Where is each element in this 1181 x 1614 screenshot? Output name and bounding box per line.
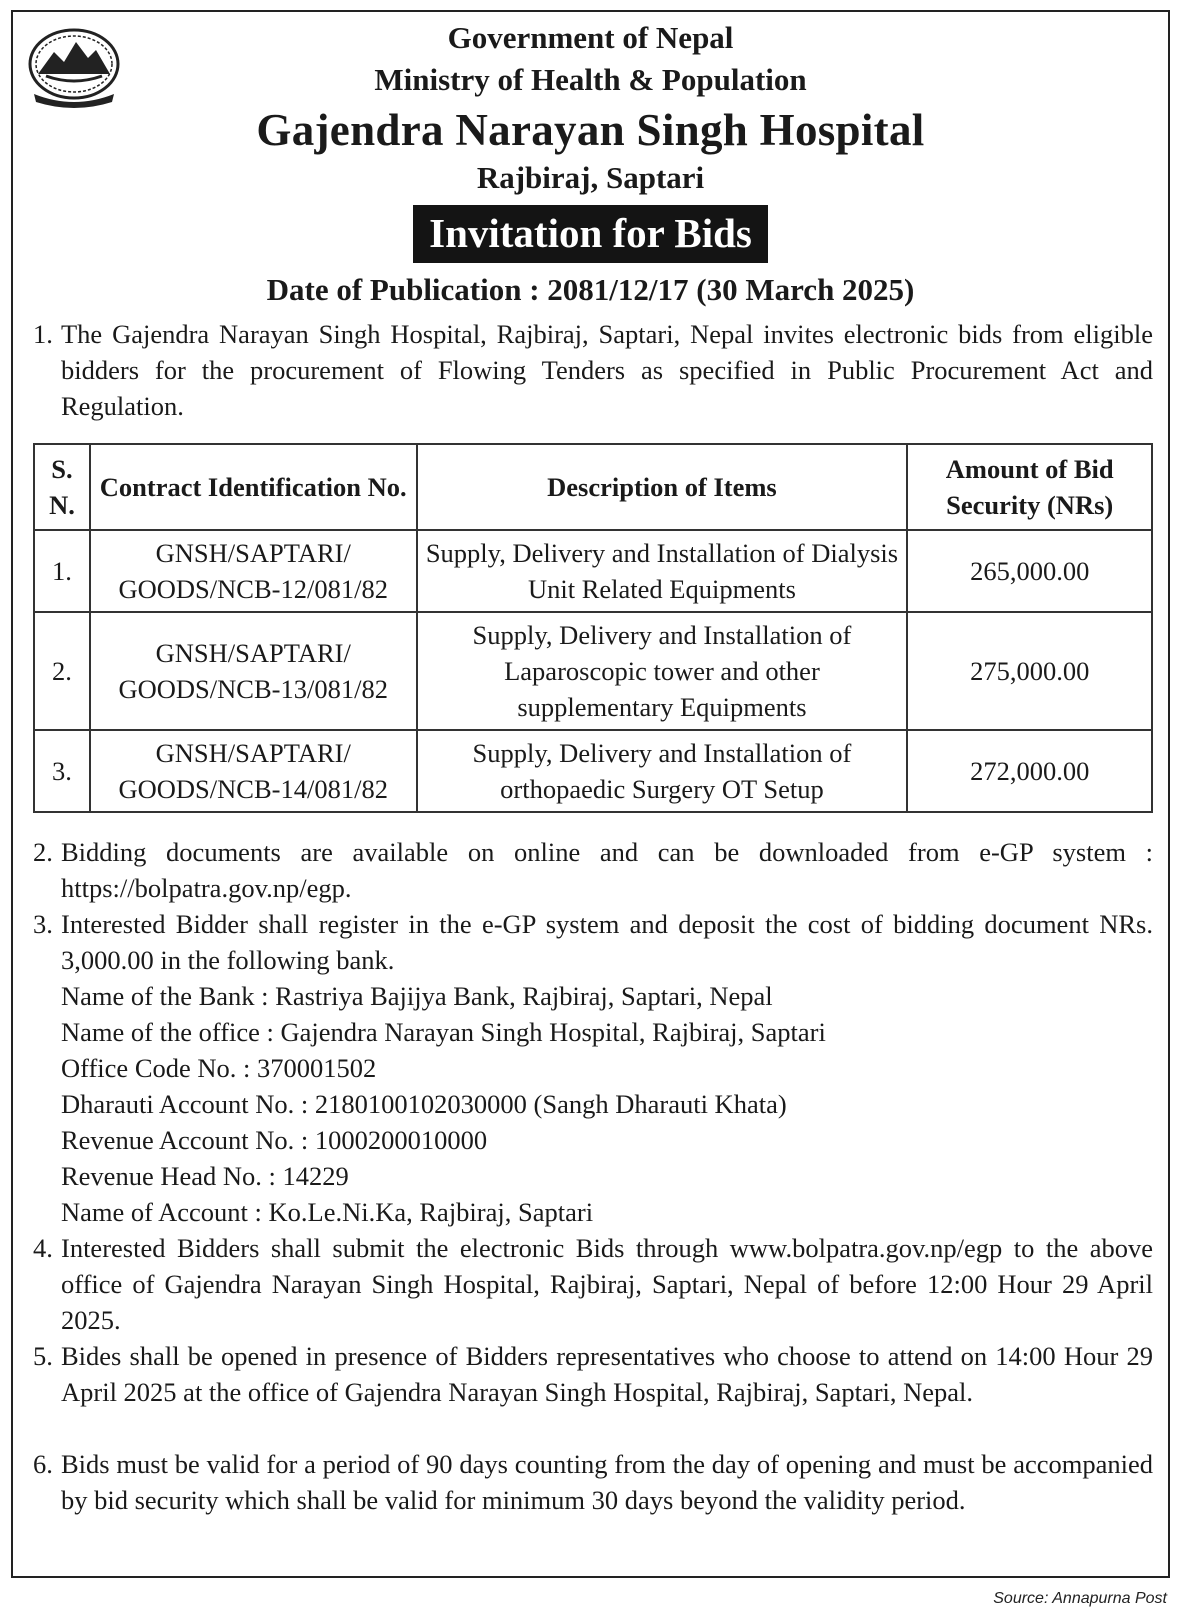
row-amount: 265,000.00 <box>907 530 1152 612</box>
bids-table <box>33 443 1153 813</box>
bank-details <box>61 978 1153 1230</box>
clause-number: 2. <box>33 837 53 867</box>
source-credit: Source: Annapurna Post <box>993 1590 1167 1607</box>
row-sn: 1. <box>34 530 90 612</box>
clause-number: 1. <box>33 319 53 349</box>
clause-text: Bides shall be opened in presence of Bidders representatives who choose to attend on 14:00 Hour 29 April 2025 at the office of Gajendra Narayan Singh Hospital, Rajbiraj, Saptari, Nepal. <box>61 1341 1153 1407</box>
row-amount: 272,000.00 <box>907 730 1152 812</box>
ministry-heading: Ministry of Health & Population <box>374 62 807 97</box>
table-row <box>34 730 1152 812</box>
clause-number: 4. <box>33 1233 53 1263</box>
clause-number: 3. <box>33 909 53 939</box>
table-row <box>34 612 1152 730</box>
row-description: Supply, Delivery and Installation of Laparoscopic tower and other supplementary Equipments <box>417 612 908 730</box>
clause-6 <box>33 1446 1153 1518</box>
account-name: Name of Account : Ko.Le.Ni.Ka, Rajbiraj, Saptari <box>61 1197 594 1227</box>
clause-4 <box>33 1230 1153 1338</box>
notice-title: Invitation for Bids <box>413 205 768 263</box>
dharauti-account: Dharauti Account No. : 2180100102030000 (Sangh Dharauti Khata) <box>61 1089 787 1119</box>
bank-name: Name of the Bank : Rastriya Bajijya Bank, Rajbiraj, Saptari, Nepal <box>61 981 773 1011</box>
row-description: Supply, Delivery and Installation of orthopaedic Surgery OT Setup <box>417 730 908 812</box>
hospital-location: Rajbiraj, Saptari <box>476 160 705 195</box>
clause-2 <box>33 834 1153 906</box>
table-header-row <box>34 444 1152 530</box>
row-sn: 2. <box>34 612 90 730</box>
row-description: Supply, Delivery and Installation of Dialysis Unit Related Equipments <box>417 530 908 612</box>
row-contract-id: GNSH/SAPTARI/ GOODS/NCB-13/081/82 <box>90 612 417 730</box>
clause-number: 6. <box>33 1449 53 1479</box>
header-amount: Amount of Bid Security (NRs) <box>907 444 1152 530</box>
row-contract-id: GNSH/SAPTARI/ GOODS/NCB-12/081/82 <box>90 530 417 612</box>
revenue-head: Revenue Head No. : 14229 <box>61 1161 349 1191</box>
clause-1 <box>33 316 1153 424</box>
clause-text: The Gajendra Narayan Singh Hospital, Rajbiraj, Saptari, Nepal invites electronic bids from eligible bidders for the procurement of Flowing Tenders as specified in Public Procurement Act and Regulation. <box>61 319 1153 421</box>
header-contract-id: Contract Identification No. <box>90 444 417 530</box>
hospital-name: Gajendra Narayan Singh Hospital <box>256 105 925 155</box>
clause-5 <box>33 1338 1153 1410</box>
clause-3 <box>33 906 1153 1230</box>
government-heading: Government of Nepal <box>447 20 734 55</box>
header-description: Description of Items <box>417 444 908 530</box>
row-amount: 275,000.00 <box>907 612 1152 730</box>
clause-text: Interested Bidder shall register in the e-GP system and deposit the cost of bidding document NRs. 3,000.00 in the following bank. <box>61 909 1153 975</box>
row-contract-id: GNSH/SAPTARI/ GOODS/NCB-14/081/82 <box>90 730 417 812</box>
table-row <box>34 530 1152 612</box>
clause-text: Interested Bidders shall submit the electronic Bids through www.bolpatra.gov.np/egp to the above office of Gajendra Narayan Singh Hospital, Rajbiraj, Saptari, Nepal of before 12:00 Hour 29 April 2025. <box>61 1233 1153 1335</box>
clause-text: Bids must be valid for a period of 90 days counting from the day of opening and must be accompanied by bid security which shall be valid for minimum 30 days beyond the validity period. <box>61 1449 1153 1515</box>
publication-date: Date of Publication : 2081/12/17 (30 March 2025) <box>266 272 915 307</box>
revenue-account: Revenue Account No. : 1000200010000 <box>61 1125 488 1155</box>
office-code: Office Code No. : 370001502 <box>61 1053 377 1083</box>
office-name: Name of the office : Gajendra Narayan Singh Hospital, Rajbiraj, Saptari <box>61 1017 826 1047</box>
clause-text: Bidding documents are available on online and can be downloaded from e-GP system : https://bolpatra.gov.np/egp. <box>61 837 1153 903</box>
header-sn: S. N. <box>34 444 90 530</box>
clause-number: 5. <box>33 1341 53 1371</box>
row-sn: 3. <box>34 730 90 812</box>
